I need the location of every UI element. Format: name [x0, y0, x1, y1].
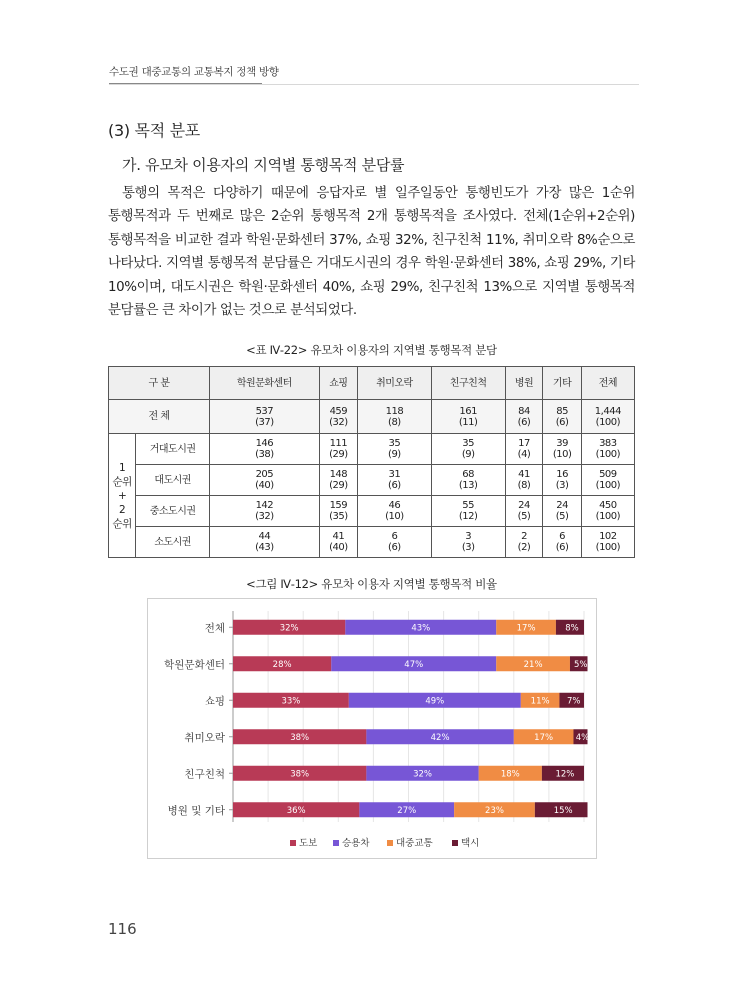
cell-percent: (6) [555, 542, 569, 553]
column-header: 학원문화센터 [210, 367, 320, 400]
cell-percent: (13) [458, 480, 478, 491]
cell-percent: (12) [458, 511, 478, 522]
legend-label: 승용차 [342, 838, 370, 849]
cell-count: 35 [462, 438, 475, 449]
table-cell [431, 496, 505, 527]
cell-count: 6 [391, 531, 398, 542]
rank-group-label [109, 434, 136, 558]
cell-count: 509 [599, 469, 617, 480]
cell-count: 111 [329, 438, 348, 449]
cell-count: 161 [459, 405, 477, 417]
column-header: 기타 [543, 367, 581, 400]
data-label: 38% [290, 732, 310, 743]
cell-count: 35 [388, 438, 401, 449]
cell-count: 102 [599, 531, 617, 542]
running-header: 수도권 대중교통의 교통복지 정책 방향 [109, 64, 262, 84]
cell-percent: (40) [329, 542, 348, 553]
table-cell [581, 465, 634, 496]
rank-group-line: 1 [119, 461, 126, 474]
table-cell [581, 527, 634, 558]
table-cell [505, 434, 543, 465]
category-label: 쇼핑 [204, 695, 225, 708]
region-label: 중소도시권 [136, 496, 210, 527]
table-cell [543, 496, 581, 527]
subsection-title: 가. 유모차 이용자의 지역별 통행목적 분담률 [122, 156, 405, 174]
table-cell [319, 527, 357, 558]
table-corner-header: 구 분 [109, 367, 210, 400]
cell-percent: (40) [255, 480, 274, 491]
cell-count: 55 [462, 500, 475, 511]
cell-percent: (6) [388, 542, 401, 553]
legend-label: 대중교통 [396, 838, 433, 849]
cell-count: 2 [521, 531, 527, 542]
data-label: 5% [573, 659, 588, 670]
purpose-share-table [108, 366, 635, 558]
cell-count: 16 [556, 469, 568, 480]
data-label: 38% [290, 769, 310, 780]
table-caption: <표 Ⅳ-22> 유모차 이용자의 지역별 통행목적 분담 [246, 343, 497, 357]
data-label: 11% [530, 696, 550, 707]
cell-percent: (32) [329, 416, 348, 428]
table-cell [319, 465, 357, 496]
cell-percent: (38) [255, 449, 274, 460]
category-label: 친구친척 [184, 768, 225, 781]
cell-count: 24 [518, 500, 530, 511]
table-cell [431, 434, 505, 465]
category-label: 전체 [204, 622, 225, 635]
legend-swatch [333, 840, 339, 846]
cell-count: 24 [556, 500, 568, 511]
column-header: 취미오락 [358, 367, 432, 400]
cell-percent: (4) [517, 449, 531, 460]
cell-count: 383 [599, 438, 617, 449]
figure-caption: <그림 Ⅳ-12> 유모차 이용자 지역별 통행목적 비율 [246, 577, 497, 591]
table-row [109, 465, 635, 496]
data-label: 23% [485, 805, 504, 816]
cell-percent: (8) [517, 480, 531, 491]
cell-count: 118 [385, 405, 404, 417]
cell-percent: (3) [555, 480, 569, 491]
table-cell [543, 400, 581, 434]
data-label: 32% [413, 769, 432, 780]
chart-frame [147, 598, 597, 859]
data-label: 17% [516, 623, 536, 634]
data-label: 32% [279, 623, 299, 634]
cell-percent: (35) [329, 511, 348, 522]
legend-label: 택시 [461, 838, 480, 849]
cell-percent: (100) [595, 480, 621, 491]
table-cell [431, 527, 505, 558]
data-label: 8% [565, 623, 579, 634]
data-label: 36% [286, 805, 306, 816]
data-label: 33% [281, 696, 301, 707]
cell-percent: (5) [555, 511, 569, 522]
category-label: 병원 및 기타 [167, 804, 225, 817]
data-label: 49% [425, 696, 445, 707]
category-label: 학원문화센터 [164, 658, 225, 671]
cell-percent: (2) [517, 542, 531, 553]
table-row [109, 434, 635, 465]
legend-label: 도보 [299, 838, 318, 849]
cell-count: 39 [556, 438, 568, 449]
data-label: 42% [430, 732, 450, 743]
header-rule [109, 84, 639, 85]
cell-count: 146 [255, 438, 274, 449]
data-label: 18% [500, 769, 520, 780]
cell-count: 3 [465, 531, 472, 542]
column-header: 전체 [581, 367, 634, 400]
cell-count: 205 [255, 469, 274, 480]
column-header: 친구친척 [431, 367, 505, 400]
table-cell [505, 496, 543, 527]
cell-count: 537 [255, 405, 274, 417]
region-label: 소도시권 [136, 527, 210, 558]
cell-percent: (6) [555, 416, 569, 428]
cell-count: 68 [462, 469, 475, 480]
region-label: 거대도시권 [136, 434, 210, 465]
cell-count: 142 [255, 500, 274, 511]
category-label: 취미오락 [184, 731, 225, 744]
rank-group-line: + [117, 489, 127, 502]
table-cell [319, 496, 357, 527]
data-label: 27% [397, 805, 417, 816]
rank-group-line: 순위 [112, 475, 132, 488]
data-label: 43% [411, 623, 431, 634]
page-number: 116 [108, 920, 137, 938]
cell-percent: (6) [388, 480, 401, 491]
cell-count: 17 [518, 438, 530, 449]
table-row [109, 527, 635, 558]
cell-percent: (9) [388, 449, 401, 460]
table-cell [358, 434, 432, 465]
table-cell [505, 527, 543, 558]
table-cell [581, 496, 634, 527]
cell-count: 41 [332, 531, 345, 542]
cell-percent: (11) [458, 416, 478, 428]
region-label: 대도시권 [136, 465, 210, 496]
data-label: 28% [272, 659, 292, 670]
data-label: 15% [553, 805, 573, 816]
cell-count: 459 [329, 405, 348, 417]
rank-group-line: 2 [119, 503, 126, 516]
cell-count: 1,444 [594, 405, 621, 417]
cell-count: 31 [388, 469, 401, 480]
cell-percent: (5) [517, 511, 531, 522]
column-header: 병원 [505, 367, 543, 400]
cell-count: 46 [388, 500, 401, 511]
table-cell [431, 465, 505, 496]
legend-swatch [452, 840, 458, 846]
cell-count: 41 [518, 469, 530, 480]
table-cell [210, 465, 320, 496]
cell-percent: (100) [595, 511, 621, 522]
data-label: 7% [566, 696, 581, 707]
table-cell [505, 465, 543, 496]
table-cell [581, 400, 634, 434]
body-paragraph: 통행의 목적은 다양하기 때문에 응답자로 별 일주일동안 통행빈도가 가장 많은 1순위 통행목적과 두 번째로 많은 2순위 통행목적 2개 통행목적을 조사였다. 전체(1순위+2순위) 통행목적을 비교한 결과 학원·문화센터 37%, 쇼핑 32%, 친구친척 11%, 취미오락 8%순으로 나타났다. 지역별 통행목적 분담률은 거대도시권의 경우 학원·문화센터 38%, 쇼핑 29%, 기타 10%이며, 대도시권은 학원·문화센터 40%, 쇼핑 29%, 친구친척 13%으로 지역별 통행목적 분담률은 큰 차이가 없는 것으로 분석되었다. [108, 186, 635, 319]
table-cell [358, 400, 432, 434]
cell-count: 44 [258, 531, 271, 542]
legend-swatch [290, 840, 296, 846]
cell-count: 6 [559, 531, 566, 542]
table-cell [543, 434, 581, 465]
table-cell [210, 527, 320, 558]
data-label: 4% [575, 732, 590, 743]
cell-percent: (6) [517, 416, 531, 428]
table-cell [358, 465, 432, 496]
table-cell [319, 400, 357, 434]
cell-count: 450 [599, 500, 617, 511]
data-label: 12% [555, 769, 575, 780]
cell-count: 148 [329, 469, 348, 480]
stacked-bar-chart [148, 599, 596, 858]
cell-count: 159 [329, 500, 348, 511]
table-cell [431, 400, 505, 434]
cell-percent: (43) [255, 542, 274, 553]
table-cell [358, 527, 432, 558]
column-header: 쇼핑 [319, 367, 357, 400]
cell-percent: (10) [385, 511, 404, 522]
cell-percent: (29) [329, 480, 348, 491]
table-cell [543, 527, 581, 558]
table-cell [210, 496, 320, 527]
legend-swatch [387, 840, 393, 846]
data-label: 17% [534, 732, 554, 743]
table-cell [210, 400, 320, 434]
table-cell [319, 434, 357, 465]
table-cell [581, 434, 634, 465]
table-cell [505, 400, 543, 434]
cell-percent: (37) [255, 416, 274, 428]
data-label: 21% [523, 659, 543, 670]
cell-count: 85 [556, 405, 568, 417]
table-cell [358, 496, 432, 527]
cell-percent: (100) [595, 449, 621, 460]
cell-percent: (8) [388, 416, 401, 428]
cell-percent: (100) [595, 542, 621, 553]
cell-percent: (29) [329, 449, 348, 460]
rank-group-line: 순위 [112, 517, 132, 530]
data-label: 47% [404, 659, 424, 670]
cell-percent: (10) [552, 449, 572, 460]
cell-count: 84 [518, 405, 530, 417]
cell-percent: (9) [461, 449, 475, 460]
cell-percent: (32) [255, 511, 274, 522]
table-row [109, 496, 635, 527]
section-title: (3) 목적 분포 [108, 121, 200, 140]
table-cell [543, 465, 581, 496]
cell-percent: (100) [595, 416, 621, 428]
total-row-label: 전 체 [109, 400, 210, 434]
table-cell [210, 434, 320, 465]
cell-percent: (3) [461, 542, 475, 553]
